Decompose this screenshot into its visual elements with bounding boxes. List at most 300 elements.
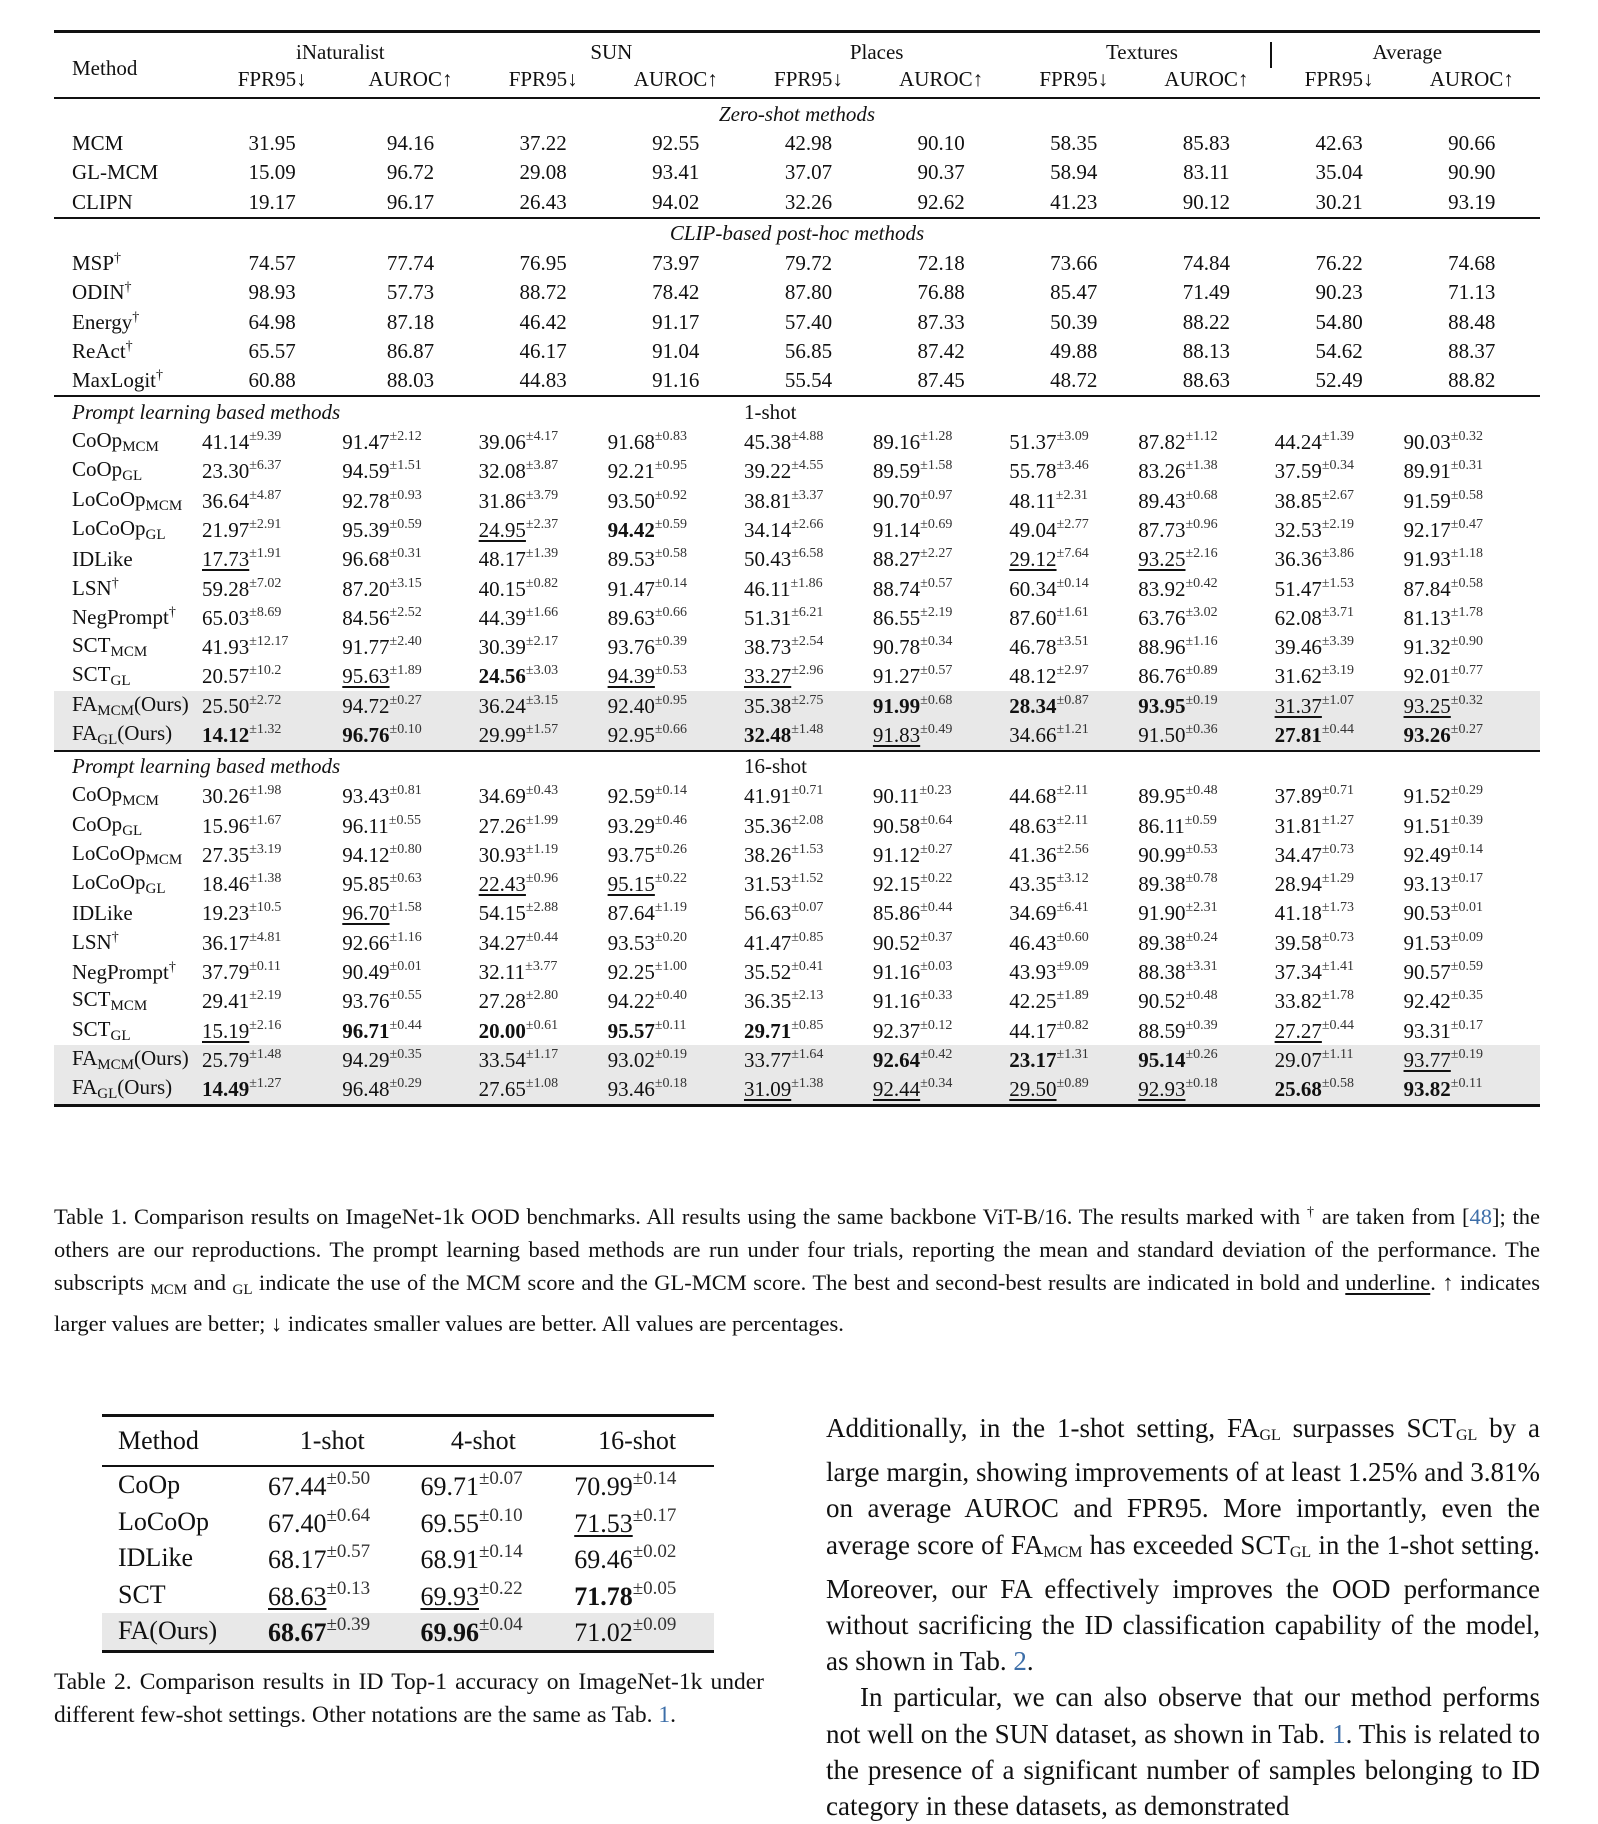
std-value: ±0.40 [654,988,688,1004]
mean-value: 37.34 [1274,960,1322,985]
std-value: ±0.47 [1450,516,1483,532]
method-label: FA [72,1045,98,1070]
mean-value: 93.76 [342,989,390,1014]
value-cell: 87.80 [784,280,833,305]
value-cell: 35.04 [1315,160,1363,185]
caption-text: . ↑ indicates larger values are better; ↓ indicates smaller values are better. All values are percentages. [54,1270,1540,1336]
value-cell [479,515,608,544]
table-row [54,545,1540,574]
table-ref-link[interactable]: 1 [658,1702,671,1728]
value-cell [873,515,1009,544]
std-value: ±1.38 [249,871,282,887]
value-cell [202,840,342,869]
std-value: ±0.95 [654,458,688,474]
method-label: NegPrompt [72,605,169,630]
mean-value: 36.24 [478,693,526,718]
mean-value: 91.68 [607,430,655,455]
value-cell: 58.35 [1050,131,1098,156]
std-value: ±0.23 [919,783,952,799]
table-row [54,457,1540,486]
value-cell [744,987,873,1016]
std-value: ±0.19 [1450,1046,1483,1062]
best-value: 71.78 [574,1581,633,1611]
mean-value: 39.22 [743,459,792,484]
std-value: ±3.37 [791,487,824,503]
value-cell [873,691,1009,720]
value-cell [744,782,873,811]
method-label: ODIN [72,280,125,305]
value-cell [479,928,608,957]
std-value: ±1.08 [525,1076,559,1092]
mean-value: 91.90 [1138,901,1186,926]
value-cell [406,1613,560,1651]
std-value: ±2.31 [1055,487,1088,503]
value-cell [1009,840,1138,869]
text: . [1026,1646,1034,1677]
std-value: ±0.36 [1185,721,1218,737]
value-cell [1404,427,1540,456]
mean-value: 34.69 [478,784,526,809]
mean-value: 25.50 [202,693,250,718]
value-cell [479,427,608,456]
best-value: 14.12 [202,722,250,747]
value-cell [1275,662,1404,691]
best-value: 96.76 [342,722,390,747]
value-cell: 44.83 [519,368,567,393]
std-value: ±0.11 [654,1017,687,1033]
mean-value: 38.73 [743,635,792,660]
value-cell [744,1016,873,1045]
dagger-mark: † [156,368,163,384]
value-cell: 73.66 [1050,251,1098,276]
mean-value: 83.26 [1138,459,1186,484]
std-value: ±3.87 [525,458,559,474]
mean-value: 90.52 [1138,989,1186,1014]
text: Additionally, in the 1-shot setting, FA [826,1413,1260,1443]
method-label: NegPrompt [72,959,169,984]
value-cell [1404,662,1540,691]
method-name [54,1075,202,1106]
std-value: ±0.58 [1450,487,1483,503]
mean-value: 33.77 [743,1047,792,1072]
value-cell: 92.62 [917,189,965,214]
method-label: ReAct [72,338,126,363]
value-cell [1138,1016,1274,1045]
value-cell [1404,840,1540,869]
value-cell [1138,574,1274,603]
value-cell [873,720,1009,750]
mean-value: 88.74 [872,576,921,601]
value-cell [1404,782,1540,811]
std-value: ±3.31 [1185,959,1218,975]
value-cell: 90.66 [1448,131,1496,156]
caption-text: . [670,1702,677,1728]
subscript: GL [1456,1427,1478,1444]
value-cell [1009,811,1138,840]
value-cell: 87.33 [917,309,965,334]
std-value: ±0.81 [389,783,422,799]
std-value: ±1.58 [389,900,422,916]
table-1-ood-results [54,30,1540,1107]
mean-value: 94.12 [342,842,390,867]
std-value: ±2.19 [920,604,953,620]
mean-value: 30.39 [478,635,526,660]
section-title: Zero-shot methods [718,101,876,126]
mean-value: 93.13 [1403,872,1451,897]
value-cell: 65.57 [248,338,296,363]
section-title: Prompt learning based methods [72,754,341,779]
mean-value: 41.93 [202,635,250,660]
table-row [102,1504,714,1541]
value-cell [1404,870,1540,899]
value-cell [479,574,608,603]
method-name [54,782,202,811]
std-value: ±0.58 [1321,1076,1355,1092]
value-cell: 49.88 [1050,338,1098,363]
mean-value: 39.46 [1274,635,1322,660]
std-value: ±1.18 [1450,546,1483,562]
mean-value: 46.43 [1009,930,1057,955]
best-value: 93.95 [1138,693,1186,718]
value-cell: 31.95 [248,131,296,156]
value-cell: 57.73 [386,280,435,305]
mean-value: 94.22 [607,989,655,1014]
mean-value: 51.37 [1009,430,1057,455]
mean-value: 91.50 [1138,722,1186,747]
std-value: ±2.37 [525,516,559,532]
value-cell [342,574,478,603]
value-cell [744,899,873,928]
std-value: ±2.16 [1185,546,1218,562]
table-2-id-accuracy [102,1414,714,1653]
best-value: 95.14 [1138,1047,1186,1072]
std-value: ±1.31 [1056,1046,1089,1062]
caption-text: and [187,1270,233,1295]
mean-value: 90.52 [872,930,921,955]
second-best-value: 71.53 [574,1508,633,1538]
std-value: ±0.09 [1450,929,1483,945]
mean-value: 32.11 [478,960,526,985]
method-name [54,545,202,574]
std-value: ±0.48 [1185,783,1218,799]
table-row [54,366,1540,396]
score-subscript: MCM [97,702,134,719]
value-cell: 91.17 [652,309,700,334]
mean-value: 34.69 [1009,901,1057,926]
std-value: ±0.73 [1321,929,1355,945]
method-name [54,691,202,720]
dagger-mark: † [168,605,176,621]
mean-value: 19.23 [202,901,250,926]
std-value: ±3.19 [249,841,282,857]
value-cell [744,662,873,691]
std-value: ±2.11 [1056,783,1089,799]
mean-value: 91.16 [872,989,921,1014]
metric-header-auroc: AUROC↑ [368,66,453,91]
mean-value: 91.53 [1403,930,1451,955]
std-value: ±0.27 [1450,721,1483,737]
value-cell [873,603,1009,632]
method-name [54,603,202,632]
mean-value: 95.85 [342,872,390,897]
value-cell [342,1045,478,1074]
method-name [54,337,202,366]
table-row [102,1540,714,1577]
value-cell [1138,486,1274,515]
std-value: ±0.73 [1321,841,1355,857]
value-cell [560,1467,714,1504]
value-cell [873,1045,1009,1074]
mean-value: 87.60 [1009,605,1057,630]
second-best-value: 22.43 [478,872,526,897]
header-1-shot: 1-shot [299,1426,365,1455]
value-cell: 85.83 [1182,131,1231,156]
std-value: ±0.97 [920,487,953,503]
value-cell [873,427,1009,456]
value-cell [608,870,744,899]
method-label: FA [72,691,98,716]
std-value: ±0.01 [389,959,422,975]
value-cell [202,662,342,691]
std-value: ±3.51 [1056,634,1089,650]
std-value: ±8.69 [249,604,282,620]
method-name [54,457,202,486]
method-label: SCT [72,662,111,687]
score-subscript: MCM [122,793,159,810]
std-value: ±0.32 [1450,429,1483,445]
value-cell: 64.98 [248,309,296,334]
mean-value: 91.16 [872,960,921,985]
value-cell [1138,515,1274,544]
mean-value: 51.47 [1274,576,1322,601]
method-name [54,1016,202,1045]
std-value: ±0.78 [1185,871,1218,887]
mean-value: 70.99 [574,1472,633,1502]
std-value: ±10.5 [249,900,282,916]
value-cell: 87.45 [917,368,965,393]
value-cell [1009,632,1138,661]
method-label: LoCoOp [72,870,146,895]
std-value: ±1.16 [1185,634,1218,650]
std-value: ±2.88 [525,900,559,916]
value-cell [744,574,873,603]
value-cell [406,1504,560,1541]
table-row [54,957,1540,986]
std-value: ±3.12 [1056,871,1089,887]
value-cell [560,1577,714,1614]
value-cell [1275,957,1404,986]
value-cell [342,782,478,811]
std-value: ±0.64 [920,812,953,828]
mean-value: 89.16 [872,430,921,455]
std-value: ±2.19 [249,988,282,1004]
mean-value: 36.36 [1274,547,1322,572]
mean-value: 51.31 [743,605,792,630]
value-cell [1404,515,1540,544]
table-row [54,188,1540,218]
std-value: ±1.27 [249,1076,282,1092]
ours-suffix: (Ours) [133,1045,189,1070]
mean-value: 31.86 [478,488,526,513]
table-row [102,1467,714,1504]
second-best-value: 91.83 [872,722,921,747]
std-value: ±0.48 [1185,988,1218,1004]
second-best-value: 92.44 [872,1077,921,1102]
value-cell [1275,782,1404,811]
std-value: ±0.09 [632,1614,677,1636]
mean-value: 90.03 [1403,430,1451,455]
mean-value: 92.25 [607,960,655,985]
mean-value: 41.14 [202,430,250,455]
score-subscript: MCM [110,644,148,661]
mean-value: 48.12 [1009,664,1057,689]
dataset-header-inaturalist: iNaturalist [296,39,385,64]
value-cell [1275,1016,1404,1045]
std-value: ±3.03 [525,663,559,679]
value-cell: 19.17 [248,189,296,214]
value-cell: 88.03 [386,368,435,393]
mean-value: 46.11 [743,576,791,601]
mean-value: 21.97 [202,517,250,542]
std-value: ±0.17 [1450,871,1483,887]
value-cell [1138,840,1274,869]
mean-value: 44.24 [1274,430,1322,455]
std-value: ±2.27 [920,546,953,562]
value-cell [608,545,744,574]
mean-value: 35.36 [743,813,792,838]
method-label: SCT [72,1016,111,1041]
value-cell [1275,720,1404,750]
value-cell [1404,928,1540,957]
dagger-mark: † [1306,1205,1316,1220]
dataset-header-sun: SUN [590,39,633,64]
std-value: ±4.55 [791,458,824,474]
std-value: ±2.75 [791,692,824,708]
caption-text: Table 2. Comparison results in ID Top-1 accuracy on ImageNet-1k under different few-shot settings. Other notations are the same as Tab. [54,1669,764,1728]
text: by a large margin, showing improvements of at least 1.25% and 3.81% on average AUROC and FPR95. More importantly, even the average score of FA [826,1413,1541,1560]
std-value: ±6.37 [249,458,282,474]
value-cell: 71.49 [1182,280,1231,305]
value-cell: 86.87 [386,338,435,363]
subscript-mcm: MCM [150,1282,188,1298]
std-value: ±1.00 [654,959,688,975]
underline-example: underline [1345,1270,1431,1295]
mean-value: 38.85 [1274,488,1322,513]
value-cell [342,545,478,574]
method-label: FA [72,720,98,745]
value-cell [744,545,873,574]
table-ref-link[interactable]: 1 [1332,1718,1346,1749]
value-cell [1009,486,1138,515]
std-value: ±0.26 [1185,1046,1218,1062]
value-cell [202,457,342,486]
value-cell [608,720,744,750]
std-value: ±1.53 [791,841,824,857]
metric-header-fpr95: FPR95↓ [508,66,578,91]
value-cell: 37.07 [784,160,833,185]
value-cell [1275,691,1404,720]
std-value: ±1.19 [654,900,688,916]
mean-value: 69.55 [420,1508,479,1538]
table-ref-link[interactable]: 2 [1013,1646,1027,1677]
mean-value: 95.39 [342,517,390,542]
method-name: LoCoOp [118,1506,209,1536]
value-cell [479,545,608,574]
method-name [54,515,202,544]
value-cell [202,811,342,840]
value-cell [1138,1075,1274,1106]
value-cell [202,987,342,1016]
std-value: ±0.82 [525,575,559,591]
std-value: ±10.2 [249,663,282,679]
mean-value: 92.42 [1403,989,1451,1014]
std-value: ±0.59 [654,516,688,532]
score-subscript: MCM [97,1056,134,1073]
std-value: ±2.16 [249,1017,282,1033]
value-cell [342,840,478,869]
mean-value: 37.59 [1274,459,1322,484]
mean-value: 25.79 [202,1047,250,1072]
value-cell [744,691,873,720]
std-value: ±0.35 [389,1046,422,1062]
method-label: CoOp [72,457,123,482]
value-cell [406,1540,560,1577]
mean-value: 68.91 [420,1545,479,1575]
std-value: ±4.88 [791,429,824,445]
citation-link[interactable]: 48 [1469,1204,1493,1229]
std-value: ±0.07 [478,1468,523,1490]
mean-value: 91.59 [1403,488,1451,513]
std-value: ±0.34 [1321,458,1355,474]
value-cell: 77.74 [386,251,435,276]
value-cell [342,928,478,957]
std-value: ±1.78 [1321,988,1355,1004]
value-cell [202,427,342,456]
std-value: ±2.54 [791,634,824,650]
value-cell: 76.88 [917,280,965,305]
value-cell [342,811,478,840]
best-value: 24.56 [478,664,526,689]
body-text-column [826,1410,1540,1824]
value-cell: 29.08 [519,160,567,185]
std-value: ±2.11 [1056,812,1089,828]
mean-value: 91.77 [342,635,390,660]
best-value: 93.82 [1403,1077,1451,1102]
method-name [54,158,202,187]
mean-value: 67.40 [268,1508,327,1538]
std-value: ±0.14 [478,1541,523,1563]
std-value: ±0.39 [654,634,688,650]
std-value: ±0.35 [1450,988,1483,1004]
value-cell: 56.85 [784,338,833,363]
second-best-value: 96.70 [342,901,390,926]
std-value: ±1.12 [1185,429,1218,445]
value-cell: 92.55 [652,131,700,156]
mean-value: 83.92 [1138,576,1186,601]
value-cell [1404,1016,1540,1045]
value-cell [258,1577,406,1614]
score-subscript: GL [97,1086,118,1103]
std-value: ±0.07 [791,900,824,916]
value-cell [873,928,1009,957]
second-best-value: 27.27 [1274,1018,1322,1043]
std-value: ±0.29 [1450,783,1483,799]
std-value: ±0.58 [1450,575,1483,591]
mean-value: 92.40 [607,693,655,718]
value-cell [608,1045,744,1074]
mean-value: 93.43 [342,784,390,809]
mean-value: 33.82 [1274,989,1322,1014]
